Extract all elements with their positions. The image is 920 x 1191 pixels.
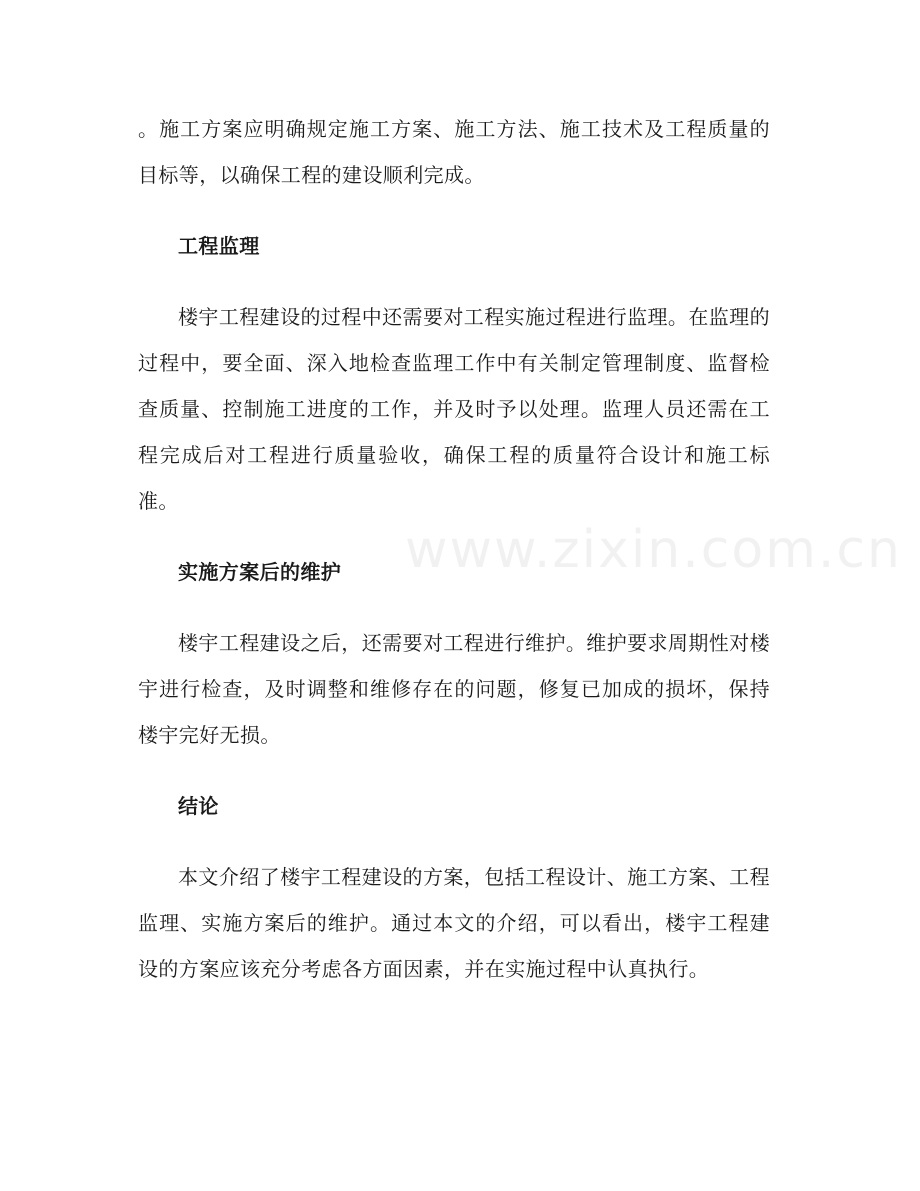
- document-body: [138, 106, 770, 1017]
- heading-maintenance: 实施方案后的维护: [178, 560, 342, 584]
- paragraph-supervision: 楼宇工程建设的过程中还需要对工程实施过程进行监理。在监理的过程中，要全面、深入地检查监理工作中有关制定管理制度、监督检查质量、控制施工进度的工作，并及时予以处理。监理人员还需在工程完成后对工程进行质量验收，确保工程的质量符合设计和施工标准。: [138, 305, 770, 513]
- heading-conclusion: 结论: [178, 794, 219, 818]
- paragraph-intro: 。施工方案应明确规定施工方案、施工方法、施工技术及工程质量的目标等，以确保工程的建设顺利完成。: [138, 117, 770, 187]
- watermark: www.zixin.com.cn: [405, 520, 902, 580]
- paragraph-conclusion: 本文介绍了楼宇工程建设的方案，包括工程设计、施工方案、工程监理、实施方案后的维护。通过本文的介绍，可以看出，楼宇工程建设的方案应该充分考虑各方面因素，并在实施过程中认真执行。: [138, 865, 770, 981]
- heading-supervision: 工程监理: [178, 234, 260, 258]
- paragraph-maintenance: 楼宇工程建设之后，还需要对工程进行维护。维护要求周期性对楼宇进行检查，及时调整和维修存在的问题，修复已加成的损坏，保持楼宇完好无损。: [138, 631, 770, 747]
